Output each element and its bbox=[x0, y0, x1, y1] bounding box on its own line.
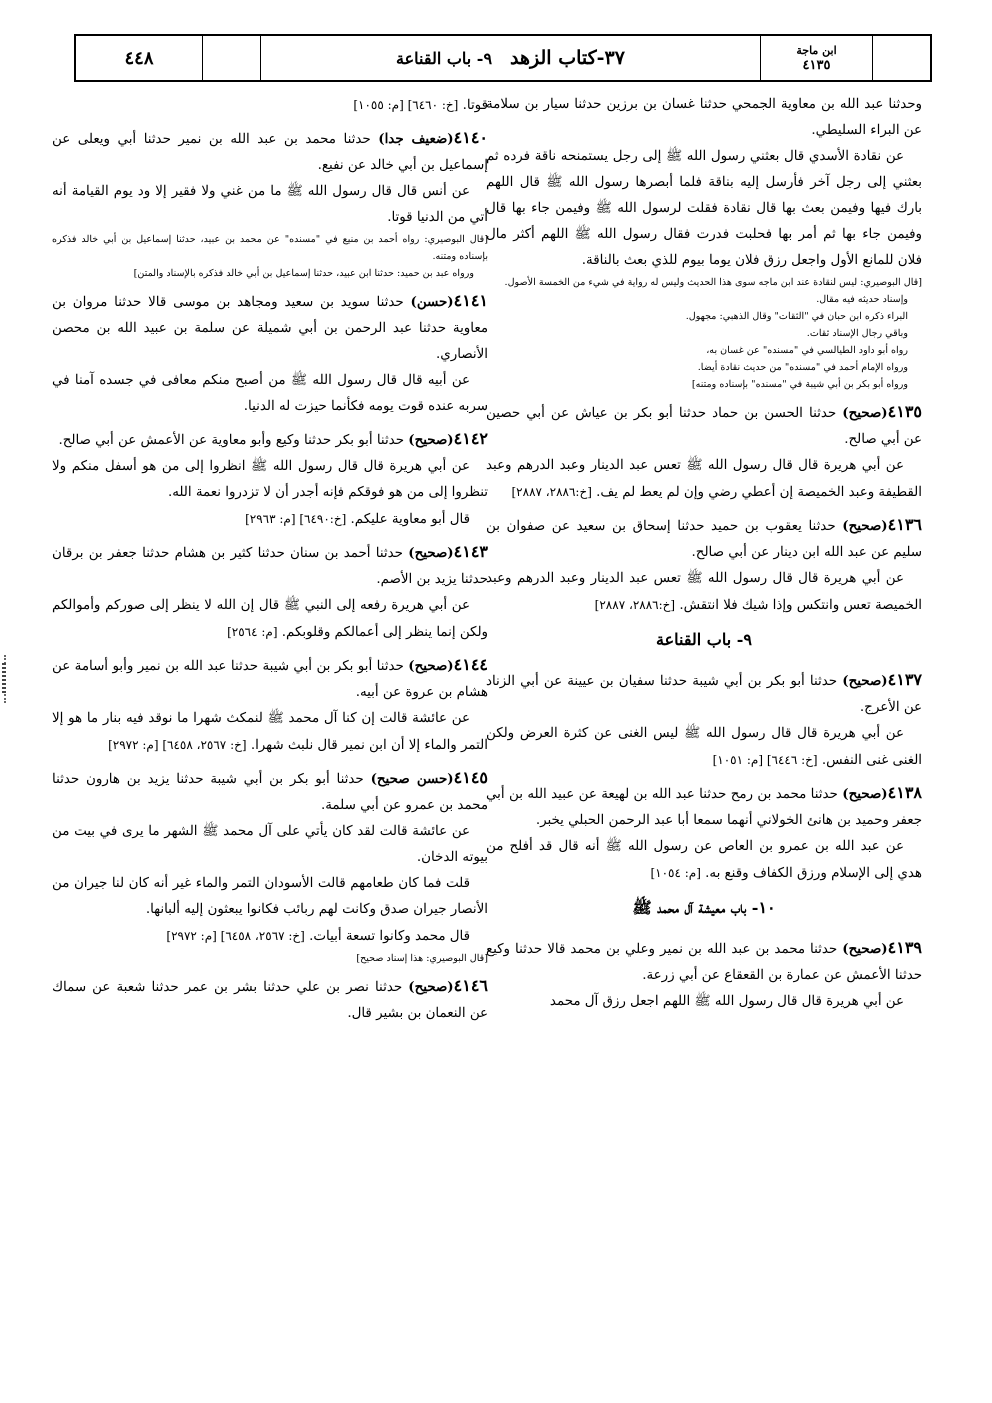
hadith-number: ٤١٣٨ bbox=[887, 783, 922, 802]
hadith-chain bbox=[486, 399, 922, 453]
paragraph bbox=[52, 923, 488, 950]
paragraph-text: عن نقادة الأسدي قال بعثني رسول الله ﷺ إلى رجل يستمنحه ناقة فرده ثم بعثني إلى رجل آخر فأرسل إليه بناقة فلما أبصرها رسول الله ﷺ قال اللهم بارك فيها وفيمن بعث بها قال نقادة فقلت لرسول الله ﷺ وفيمن جاء بها قال وفيمن جاء بها ثم أمر بها فحلبت فدرت فقال رسول الله ﷺ اللهم أكثر مال فلان للمانع الأول واجعل رزق فلان يوما بيوم للذي بعث بالناقة. bbox=[486, 149, 922, 268]
citation: [خ: ٢٥٦٧، ٦٤٥٨] [م: ٢٩٧٢] bbox=[108, 738, 247, 752]
paragraph bbox=[486, 92, 922, 144]
footnote: رواه أبو داود الطيالسي في "مسنده" عن غسان به، bbox=[706, 345, 908, 356]
hadith-chain-text: حدثنا يعقوب بن حميد حدثنا إسحاق بن سعيد عن صفوان بن سليم عن عبد الله ابن دينار عن أبي صالح. bbox=[486, 519, 922, 560]
paragraph bbox=[486, 566, 922, 619]
hadith-chain bbox=[52, 973, 488, 1027]
hadith-chain bbox=[486, 512, 922, 566]
paragraph-text: عن عبد الله بن عمرو بن العاص عن رسول الله ﷺ أنه قال قد أفلح من هدي إلى الإسلام ورزق الكفاف وقنع به. bbox=[486, 839, 922, 881]
header-empty-cell bbox=[202, 36, 260, 80]
paragraph-text: عن أبي هريرة قال قال رسول الله ﷺ تعس عبد الدينار وعبد الدرهم وعبد الخميصة تعس وانتكس وإذا شيك فلا انتقش. bbox=[486, 571, 922, 613]
paragraph bbox=[486, 144, 922, 274]
header-ref-number: ٤١٣٥ bbox=[802, 58, 831, 73]
citation: [م: ١٠٥٤] bbox=[650, 866, 701, 880]
paragraph-text: قوتا. bbox=[462, 98, 488, 113]
right-column bbox=[486, 92, 922, 1015]
paragraph-text: عن عائشة قالت إن كنا آل محمد ﷺ لنمكث شهرا ما نوقد فيه بنار ما هو إلا التمر والماء إلا أن ابن نمير قال نلبث شهرا. bbox=[52, 711, 488, 753]
hadith-grade: (صحيح) bbox=[408, 658, 454, 674]
hadith-chain-text: حدثنا أبو بكر بن أبي شيبة حدثنا سفيان بن عيينة عن أبي الزناد عن الأعرج. bbox=[486, 674, 922, 715]
hadith-grade: (حسن) bbox=[410, 294, 454, 310]
hadith-number: ٤١٣٥ bbox=[887, 402, 922, 421]
paragraph-text: عن أنس قال قال رسول الله ﷺ ما من غني ولا فقير إلا ود يوم القيامة أنه أتي من الدنيا قوتا. bbox=[52, 184, 488, 225]
hadith-grade: (صحيح) bbox=[842, 405, 888, 421]
paragraph-text: قلت فما كان طعامهم قالت الأسودان التمر والماء غير أنه كان لنا جيران من الأنصار جيران صدق وكانت لهم ربائب فكانوا يبعثون إليه ألبانها. bbox=[52, 876, 488, 917]
hadith-grade: (ضعيف جدا) bbox=[378, 131, 454, 147]
hadith-number: ٤١٤٥ bbox=[453, 768, 488, 787]
margin-mark bbox=[4, 655, 12, 703]
hadith-number: ٤١٤٣ bbox=[453, 542, 488, 561]
hadith-chain-text: حدثنا محمد بن رمح حدثنا عبد الله بن لهيعة عن عبيد الله بن أبي جعفر وحميد بن هانئ الخولاني أنهما سمعا أبا عبد الرحمن الحبلي يخبر. bbox=[486, 787, 922, 828]
hadith-grade: (حسن صحيح) bbox=[370, 771, 454, 787]
header-empty-cell bbox=[872, 36, 930, 80]
page-header bbox=[74, 34, 932, 82]
footnote: ورواه الإمام أحمد في "مسنده" من حديث نقادة أيضا. bbox=[697, 362, 908, 373]
hadith-grade: (صحيح) bbox=[408, 979, 454, 995]
paragraph-text: عن أبي هريرة قال قال رسول الله ﷺ تعس عبد الدينار وعبد الدرهم وعبد القطيفة وعبد الخميصة إن أعطي رضي وإن لم يعط لم يف. bbox=[486, 458, 922, 500]
paragraph-text: عن أبي هريرة قال قال رسول الله ﷺ انظروا إلى من هو أسفل منكم ولا تنظروا إلى من هو فوقكم فإنه أجدر أن لا تزدروا نعمة الله. bbox=[52, 459, 488, 500]
paragraph-text: عن أبي هريرة قال قال رسول الله ﷺ ليس الغنى عن كثرة العرض ولكن الغنى غنى النفس. bbox=[486, 726, 922, 768]
hadith-chain bbox=[52, 125, 488, 179]
paragraph bbox=[52, 706, 488, 759]
hadith-chain bbox=[52, 765, 488, 819]
hadith-chain bbox=[52, 426, 488, 454]
footnote: وإسناد حديثه فيه مقال. bbox=[816, 294, 908, 305]
paragraph-text: عن عائشة قالت لقد كان يأتي على آل محمد ﷺ الشهر ما يرى في بيت من بيوته الدخان. bbox=[52, 824, 488, 865]
page-number: ٤٤٨ bbox=[124, 47, 154, 69]
header-ref-book: ابن ماجة bbox=[796, 44, 837, 57]
chapter-heading: ١٠- باب معيشة آل محمد ﷺ bbox=[632, 898, 776, 917]
citation: [خ:٦٤٩٠] [م: ٢٩٦٣] bbox=[245, 512, 347, 526]
footnote: [قال البوصيري: ليس لنقادة عند ابن ماجه سوى هذا الحديث وليس له رواية في شيء من الخمسة الأصول. bbox=[504, 277, 922, 288]
hadith-chain-text: حدثنا أبو بكر بن أبي شيبة حدثنا عبد الله بن نمير وأبو أسامة عن هشام بن عروة عن أبيه. bbox=[52, 659, 488, 700]
paragraph bbox=[52, 871, 488, 923]
paragraph bbox=[52, 92, 488, 119]
paragraph bbox=[486, 453, 922, 506]
hadith-chain-text: حدثنا محمد بن عبد الله بن نمير حدثنا أبي ويعلى عن إسماعيل بن أبي خالد عن نفيع. bbox=[52, 132, 488, 173]
citation: [خ: ٢٥٦٧، ٦٤٥٨] [م: ٢٩٧٢] bbox=[166, 929, 305, 943]
citation: [خ: ٦٤٤٦] [م: ١٠٥١] bbox=[712, 753, 818, 767]
hadith-number: ٤١٤٢ bbox=[453, 429, 488, 448]
citation: [خ:٢٨٨٦، ٢٨٨٧] bbox=[511, 485, 592, 499]
footnote: وباقي رجال الإسناد ثقات. bbox=[806, 328, 908, 339]
chapter-heading: ٩- باب القناعة bbox=[655, 630, 752, 649]
citation: [م: ٢٥٦٤] bbox=[227, 625, 278, 639]
hadith-grade: (صحيح) bbox=[842, 941, 888, 957]
paragraph bbox=[52, 506, 488, 533]
hadith-chain-text: حدثنا محمد بن عبد الله بن نمير وعلي بن محمد قالا حدثنا وكيع حدثنا الأعمش عن عمارة بن القعقاع عن أبي زرعة. bbox=[486, 942, 922, 983]
hadith-chain-text: حدثنا أبو بكر بن أبي شيبة حدثنا يزيد بن هارون حدثنا محمد بن عمرو عن أبي سلمة. bbox=[52, 772, 488, 813]
footnote: ورواه عبد بن حميد: حدثنا ابن عبيد، حدثنا إسماعيل بن أبي خالد فذكره بالإسناد والمتن] bbox=[133, 268, 474, 279]
hadith-grade: (صحيح) bbox=[408, 432, 454, 448]
paragraph bbox=[52, 454, 488, 506]
hadith-number: ٤١٣٦ bbox=[887, 515, 922, 534]
hadith-chain bbox=[52, 539, 488, 593]
footnote: البراء ذكره ابن حبان في "الثقات" وقال الذهبي: مجهول. bbox=[685, 311, 908, 322]
header-title bbox=[260, 36, 760, 80]
paragraph bbox=[52, 593, 488, 646]
citation: [خ: ٦٤٦٠] [م: ١٠٥٥] bbox=[353, 98, 459, 112]
book-title: ٣٧-كتاب الزهد bbox=[510, 47, 625, 69]
hadith-chain bbox=[486, 935, 922, 989]
footnote: ورواه أبو بكر بن أبي شيبة في "مسنده" بإسناده ومتنه] bbox=[691, 379, 908, 390]
paragraph-text: عن أبي هريرة رفعه إلى النبي ﷺ قال إن الله لا ينظر إلى صوركم وأموالكم ولكن إنما ينظر إلى أعمالكم وقلوبكم. bbox=[52, 598, 488, 640]
chapter-title: ٩- باب القناعة bbox=[396, 48, 493, 68]
hadith-chain bbox=[52, 288, 488, 368]
hadith-chain-text: حدثنا أحمد بن سنان حدثنا كثير بن هشام حدثنا جعفر بن برقان حدثنا يزيد بن الأصم. bbox=[52, 546, 488, 587]
hadith-chain bbox=[486, 780, 922, 834]
hadith-chain-text: حدثنا أبو بكر حدثنا وكيع وأبو معاوية عن الأعمش عن أبي صالح. bbox=[58, 433, 409, 448]
hadith-grade: (صحيح) bbox=[842, 673, 888, 689]
left-column bbox=[52, 92, 488, 1027]
citation: [خ:٢٨٨٦، ٢٨٨٧] bbox=[594, 598, 676, 612]
hadith-chain-text: حدثنا نصر بن علي حدثنا بشر بن عمر حدثنا شعبة عن سماك عن النعمان بن بشير قال. bbox=[52, 980, 488, 1021]
header-reference bbox=[760, 36, 872, 80]
hadith-grade: (صحيح) bbox=[842, 518, 888, 534]
hadith-chain-text: حدثنا الحسن بن حماد حدثنا أبو بكر بن عياش عن أبي حصين عن أبي صالح. bbox=[486, 406, 922, 447]
paragraph-text: قال محمد وكانوا تسعة أبيات. bbox=[309, 929, 470, 944]
paragraph bbox=[52, 179, 488, 231]
paragraph-text: عن أبي هريرة قال قال رسول الله ﷺ اللهم اجعل رزق آل محمد bbox=[549, 994, 904, 1009]
paragraph bbox=[486, 721, 922, 774]
paragraph-text: قال أبو معاوية عليكم. bbox=[350, 512, 470, 527]
hadith-chain bbox=[486, 667, 922, 721]
paragraph-text: وحدثنا عبد الله بن معاوية الجمحي حدثنا غسان بن برزين حدثنا سيار بن سلامة عن البراء السليطي. bbox=[486, 97, 922, 138]
hadith-chain bbox=[52, 652, 488, 706]
paragraph bbox=[486, 989, 922, 1015]
paragraph bbox=[486, 834, 922, 887]
paragraph-text: عن أبيه قال قال رسول الله ﷺ من أصبح منكم معافى في جسده آمنا في سربه عنده قوت يومه فكأنما حيزت له الدنيا. bbox=[52, 373, 488, 414]
hadith-number: ٤١٤١ bbox=[453, 291, 488, 310]
footnote: [قال البوصيري: هذا إسناد صحيح] bbox=[356, 953, 488, 964]
hadith-number: ٤١٤٠ bbox=[453, 128, 488, 147]
hadith-number: ٤١٣٩ bbox=[887, 938, 922, 957]
paragraph bbox=[52, 368, 488, 420]
hadith-grade: (صحيح) bbox=[842, 786, 888, 802]
hadith-number: ٤١٣٧ bbox=[887, 670, 922, 689]
footnote: [قال البوصيري: رواه أحمد بن منيع في "مسنده" عن محمد بن عبيد، حدثنا إسماعيل بن أبي خالد فذكره بإسناده ومتنه. bbox=[52, 234, 488, 262]
hadith-chain-text: حدثنا سويد بن سعيد ومجاهد بن موسى قالا حدثنا مروان بن معاوية حدثنا عبد الرحمن بن أبي شميلة عن سلمة بن عبيد الله بن محصن الأنصاري. bbox=[52, 295, 488, 362]
paragraph bbox=[52, 819, 488, 871]
hadith-number: ٤١٤٦ bbox=[453, 976, 488, 995]
hadith-grade: (صحيح) bbox=[408, 545, 454, 561]
hadith-number: ٤١٤٤ bbox=[453, 655, 488, 674]
